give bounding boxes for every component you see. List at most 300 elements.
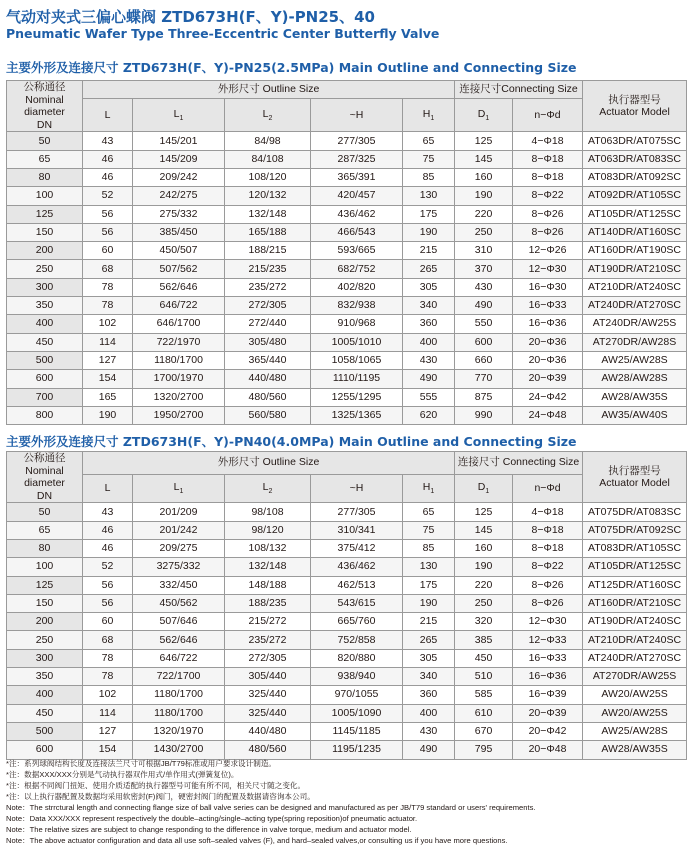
- cell-L: 68: [83, 260, 133, 278]
- cell-L: 52: [83, 187, 133, 205]
- cell-L1: 646/722: [133, 649, 225, 667]
- cell-nd: 8−Φ26: [513, 205, 583, 223]
- cell-H: 1145/1185: [311, 722, 403, 740]
- cell-D1: 160: [455, 539, 513, 557]
- col-L: [83, 474, 133, 503]
- cell-act: AW28/AW28S: [583, 370, 687, 388]
- cell-L2: 480/560: [225, 388, 311, 406]
- cell-L2: 108/132: [225, 539, 311, 557]
- cell-L2: 98/108: [225, 503, 311, 521]
- page-title-en: Pneumatic Wafer Type Three-Eccentric Center Butterfly Valve: [6, 26, 440, 41]
- cell-H: 543/615: [311, 594, 403, 612]
- cell-L: 127: [83, 351, 133, 369]
- cell-H1: 340: [403, 297, 455, 315]
- table-row: [7, 668, 687, 686]
- cell-L1: 1950/2700: [133, 406, 225, 424]
- cell-L1: 722/1970: [133, 333, 225, 351]
- cell-D1: 610: [455, 704, 513, 722]
- cell-L2: 148/188: [225, 576, 311, 594]
- outline-size-header: 外形尺寸 Outline Size: [83, 81, 455, 99]
- cell-nd: 20−Φ48: [513, 741, 583, 759]
- col-L-label: L: [104, 108, 111, 121]
- cell-dn: 200: [7, 242, 83, 260]
- cell-L1: 209/242: [133, 168, 225, 186]
- cell-L1: 1700/1970: [133, 370, 225, 388]
- cell-L2: 235/272: [225, 631, 311, 649]
- table-row: [7, 649, 687, 667]
- cell-H: 277/305: [311, 132, 403, 150]
- cell-H1: 400: [403, 333, 455, 351]
- table-row: [7, 260, 687, 278]
- cell-H: 938/940: [311, 668, 403, 686]
- cell-dn: 50: [7, 132, 83, 150]
- cell-dn: 200: [7, 613, 83, 631]
- cell-H: 420/457: [311, 187, 403, 205]
- cell-D1: 875: [455, 388, 513, 406]
- dn-header-en3: DN: [36, 489, 53, 502]
- cell-act: AT063DR/AT083SC: [583, 150, 687, 168]
- section-1-title: 主要外形及连接尺寸 ZTD673H(F、Y)-PN25(2.5MPa) Main Outline and Connecting Size: [6, 60, 577, 75]
- note-line: *注：系列球阀结构长度及连接法兰尺寸可根据JB/T79标准或用户要求设计制造。: [6, 759, 277, 768]
- actuator-header-en: Actuator Model: [599, 106, 670, 119]
- cell-D1: 550: [455, 315, 513, 333]
- cell-act: AT270DR/AW25S: [583, 668, 687, 686]
- cell-L2: 120/132: [225, 187, 311, 205]
- cell-H: 466/543: [311, 223, 403, 241]
- cell-H: 1058/1065: [311, 351, 403, 369]
- cell-H1: 85: [403, 539, 455, 557]
- cell-L: 56: [83, 205, 133, 223]
- col-H-label: ~H: [349, 108, 364, 121]
- cell-D1: 450: [455, 649, 513, 667]
- cell-H1: 490: [403, 741, 455, 759]
- cell-L: 154: [83, 370, 133, 388]
- cell-act: AT240DR/AT270SC: [583, 649, 687, 667]
- cell-L: 114: [83, 333, 133, 351]
- cell-act: AT160DR/AT210SC: [583, 594, 687, 612]
- cell-act: AT075DR/AT092SC: [583, 521, 687, 539]
- col-L1: [133, 99, 225, 132]
- cell-L1: 450/562: [133, 594, 225, 612]
- cell-L1: 1180/1700: [133, 686, 225, 704]
- cell-H: 1005/1010: [311, 333, 403, 351]
- cell-H: 365/391: [311, 168, 403, 186]
- col-L1-sub: 1: [179, 487, 184, 495]
- cell-H1: 175: [403, 576, 455, 594]
- cell-H1: 490: [403, 370, 455, 388]
- cell-H: 1005/1090: [311, 704, 403, 722]
- dn-header-en1: Nominal: [25, 93, 64, 106]
- cell-L1: 562/646: [133, 278, 225, 296]
- cell-L2: 215/235: [225, 260, 311, 278]
- cell-L: 78: [83, 668, 133, 686]
- cell-dn: 125: [7, 576, 83, 594]
- cell-nd: 16−Φ36: [513, 315, 583, 333]
- cell-D1: 125: [455, 503, 513, 521]
- cell-act: AW25/AW28S: [583, 722, 687, 740]
- table-row: [7, 613, 687, 631]
- actuator-header-cn: 执行器型号: [608, 464, 661, 477]
- cell-nd: 8−Φ26: [513, 223, 583, 241]
- cell-D1: 220: [455, 205, 513, 223]
- cell-dn: 450: [7, 333, 83, 351]
- cell-L: 56: [83, 223, 133, 241]
- cell-L2: 235/272: [225, 278, 311, 296]
- cell-act: AT240DR/AW25S: [583, 315, 687, 333]
- cell-D1: 250: [455, 223, 513, 241]
- cell-H: 375/412: [311, 539, 403, 557]
- note-line: *注：数据XXX/XXX分别是气动执行器双作用式/单作用式(弹簧复位)。: [6, 770, 239, 779]
- table-row: [7, 370, 687, 388]
- cell-H1: 400: [403, 704, 455, 722]
- cell-nd: 8−Φ18: [513, 168, 583, 186]
- cell-D1: 125: [455, 132, 513, 150]
- cell-H1: 75: [403, 150, 455, 168]
- dn-header-cn: 公称通径: [23, 81, 66, 93]
- cell-D1: 250: [455, 594, 513, 612]
- cell-nd: 24−Φ42: [513, 388, 583, 406]
- cell-L: 56: [83, 594, 133, 612]
- cell-nd: 20−Φ39: [513, 370, 583, 388]
- table-row: [7, 594, 687, 612]
- cell-H1: 190: [403, 594, 455, 612]
- cell-dn: 65: [7, 150, 83, 168]
- cell-D1: 670: [455, 722, 513, 740]
- table-row: [7, 406, 687, 424]
- cell-L2: 365/440: [225, 351, 311, 369]
- col-D1-label: D: [477, 480, 486, 493]
- table-row: [7, 722, 687, 740]
- cell-act: AT105DR/AT125SC: [583, 205, 687, 223]
- table-row: [7, 503, 687, 521]
- col-H: [311, 99, 403, 132]
- cell-H: 436/462: [311, 558, 403, 576]
- cell-dn: 50: [7, 503, 83, 521]
- cell-L1: 646/1700: [133, 315, 225, 333]
- notes-block: [6, 758, 696, 846]
- cell-L2: 325/440: [225, 686, 311, 704]
- cell-H: 682/752: [311, 260, 403, 278]
- table-row: [7, 686, 687, 704]
- dn-header: [7, 81, 83, 132]
- table-row: [7, 242, 687, 260]
- cell-H1: 215: [403, 613, 455, 631]
- table-row: [7, 315, 687, 333]
- cell-dn: 350: [7, 297, 83, 315]
- col-H: [311, 474, 403, 503]
- table-row: [7, 168, 687, 186]
- cell-dn: 600: [7, 741, 83, 759]
- cell-dn: 400: [7, 315, 83, 333]
- cell-D1: 660: [455, 351, 513, 369]
- table-row: [7, 576, 687, 594]
- cell-L2: 325/440: [225, 704, 311, 722]
- cell-dn: 100: [7, 558, 83, 576]
- cell-L: 46: [83, 168, 133, 186]
- cell-dn: 150: [7, 594, 83, 612]
- col-H1-label: H: [422, 480, 431, 493]
- cell-H1: 130: [403, 558, 455, 576]
- cell-L2: 132/148: [225, 205, 311, 223]
- cell-L: 114: [83, 704, 133, 722]
- table-row: [7, 558, 687, 576]
- cell-act: AT140DR/AT160SC: [583, 223, 687, 241]
- col-D1-label: D: [477, 107, 486, 120]
- cell-H1: 215: [403, 242, 455, 260]
- cell-L1: 450/507: [133, 242, 225, 260]
- cell-L: 43: [83, 132, 133, 150]
- note-line: Note：The above actuator configuration and data all use soft–sealed valves (F), and hard–sealed valves,or consulting us if you have more questions.: [6, 836, 508, 845]
- cell-L2: 188/215: [225, 242, 311, 260]
- section-2-title: 主要外形及连接尺寸 ZTD673H(F、Y)-PN40(4.0MPa) Main Outline and Connecting Size: [6, 434, 577, 449]
- cell-D1: 190: [455, 187, 513, 205]
- cell-act: AT125DR/AT160SC: [583, 576, 687, 594]
- col-L2: [225, 474, 311, 503]
- cell-act: AW35/AW40S: [583, 406, 687, 424]
- cell-H1: 555: [403, 388, 455, 406]
- col-H1-sub: 1: [430, 487, 435, 495]
- table-row: [7, 388, 687, 406]
- table-row: [7, 351, 687, 369]
- cell-H: 1255/1295: [311, 388, 403, 406]
- cell-H: 752/858: [311, 631, 403, 649]
- cell-L1: 145/201: [133, 132, 225, 150]
- cell-L: 154: [83, 741, 133, 759]
- cell-H: 1325/1365: [311, 406, 403, 424]
- cell-dn: 500: [7, 722, 83, 740]
- cell-H: 820/880: [311, 649, 403, 667]
- cell-dn: 300: [7, 649, 83, 667]
- cell-H: 1110/1195: [311, 370, 403, 388]
- cell-L1: 3275/332: [133, 558, 225, 576]
- table-row: [7, 521, 687, 539]
- cell-L1: 275/332: [133, 205, 225, 223]
- cell-D1: 190: [455, 558, 513, 576]
- cell-L2: 215/272: [225, 613, 311, 631]
- cell-H1: 75: [403, 521, 455, 539]
- cell-act: AW28/AW35S: [583, 388, 687, 406]
- cell-D1: 320: [455, 613, 513, 631]
- dn-header-en2: diameter: [24, 477, 65, 490]
- cell-L: 78: [83, 297, 133, 315]
- col-D1: [455, 99, 513, 132]
- cell-act: AT105DR/AT125SC: [583, 558, 687, 576]
- col-H1-sub: 1: [430, 114, 435, 122]
- cell-H: 402/820: [311, 278, 403, 296]
- cell-nd: 8−Φ18: [513, 150, 583, 168]
- table-row: [7, 187, 687, 205]
- col-nd-label: n−Φd: [534, 481, 561, 494]
- outline-size-header: 外形尺寸 Outline Size: [83, 452, 455, 475]
- connecting-size-header: 连接尺寸 Connecting Size: [455, 452, 583, 475]
- cell-H1: 430: [403, 351, 455, 369]
- cell-act: AT160DR/AT190SC: [583, 242, 687, 260]
- cell-D1: 160: [455, 168, 513, 186]
- cell-L2: 84/108: [225, 150, 311, 168]
- cell-D1: 370: [455, 260, 513, 278]
- cell-dn: 150: [7, 223, 83, 241]
- col-H1-label: H: [422, 107, 431, 120]
- cell-dn: 300: [7, 278, 83, 296]
- cell-L2: 132/148: [225, 558, 311, 576]
- cell-L2: 305/440: [225, 668, 311, 686]
- dn-header-en3: DN: [36, 118, 53, 131]
- cell-H: 287/325: [311, 150, 403, 168]
- cell-D1: 490: [455, 297, 513, 315]
- cell-H: 832/938: [311, 297, 403, 315]
- cell-act: AW25/AW28S: [583, 351, 687, 369]
- cell-dn: 450: [7, 704, 83, 722]
- cell-nd: 12−Φ33: [513, 631, 583, 649]
- cell-dn: 250: [7, 260, 83, 278]
- cell-L1: 507/562: [133, 260, 225, 278]
- dn-header-cn: 公称通径: [23, 452, 66, 464]
- spec-table-pn25: [6, 80, 687, 425]
- col-H1: [403, 99, 455, 132]
- col-D1-sub: 1: [485, 487, 490, 495]
- cell-H1: 85: [403, 168, 455, 186]
- col-D1-sub: 1: [485, 114, 490, 122]
- cell-L1: 646/722: [133, 297, 225, 315]
- cell-act: AT210DR/AT240SC: [583, 278, 687, 296]
- cell-act: AW20/AW25S: [583, 686, 687, 704]
- cell-D1: 600: [455, 333, 513, 351]
- cell-nd: 8−Φ18: [513, 539, 583, 557]
- cell-D1: 990: [455, 406, 513, 424]
- cell-dn: 350: [7, 668, 83, 686]
- cell-dn: 250: [7, 631, 83, 649]
- cell-act: AT190DR/AT240SC: [583, 613, 687, 631]
- cell-dn: 800: [7, 406, 83, 424]
- col-H1: [403, 474, 455, 503]
- cell-nd: 24−Φ48: [513, 406, 583, 424]
- cell-L2: 305/480: [225, 333, 311, 351]
- cell-L: 43: [83, 503, 133, 521]
- actuator-header-en: Actuator Model: [599, 477, 670, 490]
- cell-H1: 65: [403, 132, 455, 150]
- col-D1: [455, 474, 513, 503]
- cell-L1: 1430/2700: [133, 741, 225, 759]
- cell-nd: 20−Φ42: [513, 722, 583, 740]
- cell-L2: 272/305: [225, 297, 311, 315]
- cell-dn: 500: [7, 351, 83, 369]
- table-row: [7, 223, 687, 241]
- cell-L: 56: [83, 576, 133, 594]
- cell-H1: 265: [403, 260, 455, 278]
- cell-H: 593/665: [311, 242, 403, 260]
- cell-dn: 65: [7, 521, 83, 539]
- cell-D1: 310: [455, 242, 513, 260]
- actuator-header: [583, 81, 687, 132]
- col-L2: [225, 99, 311, 132]
- cell-L2: 272/305: [225, 649, 311, 667]
- cell-L1: 1180/1700: [133, 704, 225, 722]
- cell-H: 462/513: [311, 576, 403, 594]
- cell-nd: 12−Φ26: [513, 242, 583, 260]
- cell-dn: 80: [7, 168, 83, 186]
- cell-L: 60: [83, 613, 133, 631]
- cell-D1: 510: [455, 668, 513, 686]
- cell-nd: 8−Φ22: [513, 558, 583, 576]
- cell-dn: 400: [7, 686, 83, 704]
- dn-header-en1: Nominal: [25, 464, 64, 477]
- col-L2-sub: 2: [268, 114, 273, 122]
- cell-L: 102: [83, 686, 133, 704]
- cell-L: 78: [83, 649, 133, 667]
- cell-dn: 80: [7, 539, 83, 557]
- cell-L: 52: [83, 558, 133, 576]
- col-nd: [513, 99, 583, 132]
- cell-act: AW20/AW25S: [583, 704, 687, 722]
- table-row: [7, 539, 687, 557]
- cell-L: 165: [83, 388, 133, 406]
- col-L-label: L: [104, 481, 111, 494]
- cell-L: 102: [83, 315, 133, 333]
- cell-act: AT092DR/AT105SC: [583, 187, 687, 205]
- table-row: [7, 741, 687, 759]
- dn-header-en2: diameter: [24, 106, 65, 119]
- cell-L: 46: [83, 521, 133, 539]
- cell-nd: 8−Φ18: [513, 521, 583, 539]
- cell-L: 127: [83, 722, 133, 740]
- cell-L: 78: [83, 278, 133, 296]
- cell-L2: 272/440: [225, 315, 311, 333]
- cell-H1: 620: [403, 406, 455, 424]
- cell-dn: 100: [7, 187, 83, 205]
- cell-H: 1195/1235: [311, 741, 403, 759]
- cell-H: 665/760: [311, 613, 403, 631]
- col-L1-sub: 1: [179, 114, 184, 122]
- cell-L2: 165/188: [225, 223, 311, 241]
- cell-act: AT210DR/AT240SC: [583, 631, 687, 649]
- cell-L2: 440/480: [225, 370, 311, 388]
- cell-act: AW28/AW35S: [583, 741, 687, 759]
- cell-L2: 108/120: [225, 168, 311, 186]
- cell-act: AT190DR/AT210SC: [583, 260, 687, 278]
- cell-nd: 4−Φ18: [513, 503, 583, 521]
- cell-L2: 188/235: [225, 594, 311, 612]
- cell-nd: 16−Φ36: [513, 668, 583, 686]
- cell-L1: 145/209: [133, 150, 225, 168]
- cell-H: 910/968: [311, 315, 403, 333]
- cell-act: AT063DR/AT075SC: [583, 132, 687, 150]
- cell-L1: 1320/2700: [133, 388, 225, 406]
- cell-L1: 562/646: [133, 631, 225, 649]
- col-L1-label: L: [173, 480, 180, 493]
- cell-L1: 332/450: [133, 576, 225, 594]
- col-L2-label: L: [262, 480, 269, 493]
- cell-L: 60: [83, 242, 133, 260]
- note-line: Note：Data XXX/XXX represent respectively the double–acting/single–acting type(spring reposition)of pneumatic actuator.: [6, 814, 418, 823]
- cell-D1: 385: [455, 631, 513, 649]
- table-row: [7, 704, 687, 722]
- cell-L1: 385/450: [133, 223, 225, 241]
- cell-nd: 16−Φ33: [513, 297, 583, 315]
- col-L: [83, 99, 133, 132]
- cell-H: 277/305: [311, 503, 403, 521]
- cell-L1: 1320/1970: [133, 722, 225, 740]
- cell-H1: 265: [403, 631, 455, 649]
- cell-H1: 340: [403, 668, 455, 686]
- cell-act: AT075DR/AT083SC: [583, 503, 687, 521]
- cell-nd: 8−Φ22: [513, 187, 583, 205]
- note-line: Note：The strrctural length and connecting flange size of ball valve series can be designed and manufactured as per JB/T79 standard or users' requirements.: [6, 803, 536, 812]
- cell-H1: 130: [403, 187, 455, 205]
- cell-nd: 20−Φ36: [513, 351, 583, 369]
- cell-nd: 8−Φ26: [513, 576, 583, 594]
- col-L1-label: L: [173, 107, 180, 120]
- cell-act: AT083DR/AT092SC: [583, 168, 687, 186]
